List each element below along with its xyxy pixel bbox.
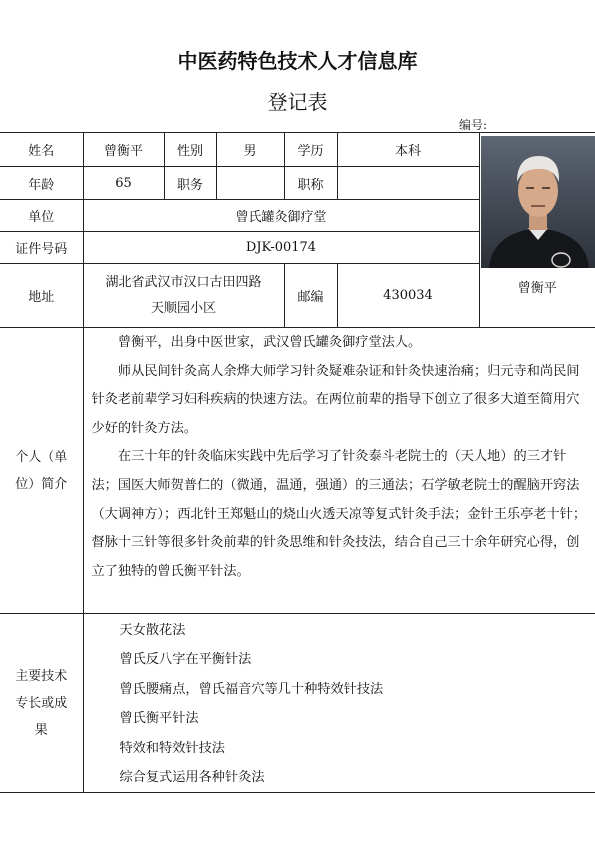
address-value [83, 264, 284, 328]
achievement-item: 特效和特效针技法 [119, 740, 225, 756]
profile-label [0, 328, 83, 614]
professional-title-value [337, 167, 479, 200]
id-number-label: 证件号码 [0, 232, 83, 264]
address-label: 地址 [0, 264, 83, 328]
gender-label: 性别 [164, 133, 216, 167]
age-label: 年龄 [0, 167, 83, 200]
unit-value: 曾氏罐灸御疗堂 [83, 200, 479, 232]
achievement-item: 曾氏腰痛点，曾氏福音穴等几十种特效针技法 [119, 681, 384, 697]
achievement-item: 曾氏衡平针法 [119, 711, 199, 727]
profile-paragraph: 曾衡平，出身中医世家，武汉曾氏罐灸御疗堂法人。 [117, 335, 422, 350]
registration-table [0, 132, 595, 793]
form-title: 中医药特色技术人才信息库 [177, 49, 418, 73]
id-number-value: DJK-00174 [83, 232, 479, 264]
education-value: 本科 [337, 133, 479, 167]
achievements-label-line-3: 果 [34, 722, 48, 738]
achievement-item: 天女散花法 [119, 623, 186, 638]
profile-paragraph: 在三十年的针灸临床实践中先后学习了针灸泰斗老院士的（天人地）的三才针法；国医大师贺普仁的（微通，温通，强通）的三通法；石学敏老院士的醒脑开窍法（大调神方）；西北针王郑魁山的烧山火透天凉等复式针灸手法；金针王乐亭老十针；督脉十三针等很多针灸前辈的针灸思维和针灸技法，结合自己三十余年研究心得，创立了独特的曾氏衡平针法。 [91, 449, 587, 579]
achievements-label-line-2: 专长或成 [15, 695, 68, 711]
achievement-item: 综合复式运用各种针灸法 [119, 770, 265, 786]
position-value [216, 167, 284, 200]
profile-paragraph: 师从民间针灸高人余烨大师学习针灸疑难杂证和针灸快速治痛；归元寺和尚民间针灸老前辈学习妇科疾病的快速方法。在两位前辈的指导下创立了很多大道至简用穴少好的针灸方法。 [91, 363, 580, 436]
professional-title-label: 职称 [284, 167, 337, 200]
name-label: 姓名 [0, 133, 83, 167]
gender-value: 男 [216, 133, 284, 167]
achievements-label-line-1: 主要技术 [15, 668, 68, 684]
profile-text [83, 328, 595, 614]
address-line-1: 湖北省武汉市汉口古田四路 [105, 274, 262, 290]
education-label: 学历 [284, 133, 337, 167]
portrait-photo [481, 136, 595, 268]
photo-caption: 曾衡平 [517, 281, 557, 296]
postcode-label: 邮编 [284, 264, 337, 328]
form-subtitle: 登记表 [267, 90, 328, 114]
position-label: 职务 [164, 167, 216, 200]
age-value: 65 [83, 167, 164, 200]
photo-cell [479, 133, 595, 328]
achievement-item: 曾氏反八字在平衡针法 [119, 652, 252, 668]
unit-label: 单位 [0, 200, 83, 232]
address-line-2: 天顺园小区 [150, 300, 216, 316]
name-value: 曾衡平 [83, 133, 164, 167]
achievements-list [83, 614, 595, 793]
profile-label-line-2: 位）简介 [15, 476, 68, 492]
serial-number-label: 编号: [459, 118, 488, 132]
postcode-value: 430034 [337, 264, 479, 328]
profile-label-line-1: 个人（单 [15, 449, 68, 465]
achievements-label [0, 614, 83, 793]
